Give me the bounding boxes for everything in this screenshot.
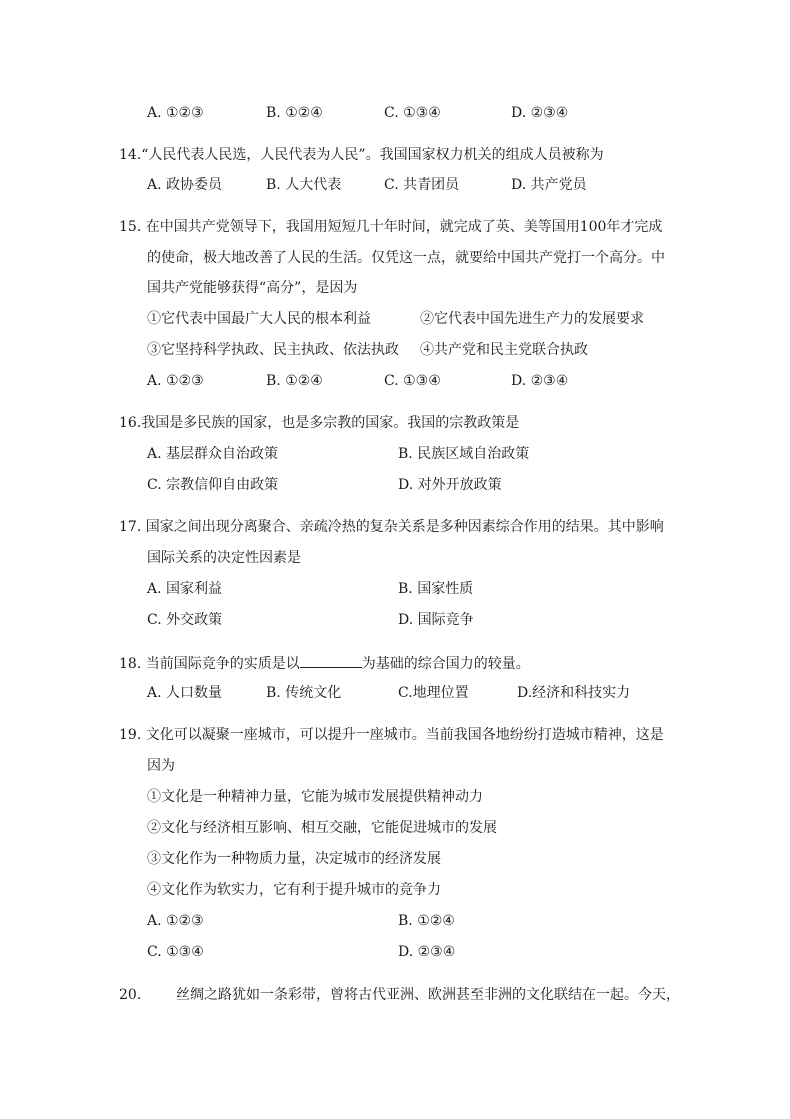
q15-statement-1: ①它代表中国最广大人民的根本利益 xyxy=(147,311,371,327)
q18-option-b: B. 传统文化 xyxy=(266,685,342,701)
q16-option-d: D. 对外开放政策 xyxy=(398,477,502,493)
q17-option-c: C. 外交政策 xyxy=(147,612,223,628)
q15-stem-line-1: 15. 在中国共产党领导下，我国用短短几十年时间，就完成了英、美等国用100年才完成 xyxy=(119,219,663,235)
q14-stem: 14.“人民代表人民选，人民代表为人民”。我国国家权力机关的组成人员被称为 xyxy=(119,147,604,163)
q18-option-c: C.地理位置 xyxy=(398,685,469,701)
q18-option-a: A. 人口数量 xyxy=(147,685,223,701)
q14-option-c: C. 共青团员 xyxy=(384,177,460,193)
q14-option-d: D. 共产党员 xyxy=(511,177,587,193)
q15-statement-4: ④共产党和民主党联合执政 xyxy=(420,342,588,358)
q15-option-c: C. ①③④ xyxy=(384,373,441,389)
q19-option-b: B. ①②④ xyxy=(398,913,455,929)
q15-option-a: A. ①②③ xyxy=(147,373,204,389)
q18-option-d: D.经济和科技实力 xyxy=(517,685,631,701)
q13-option-b: B. ①②④ xyxy=(266,105,323,121)
q14-option-a: A. 政协委员 xyxy=(147,177,223,193)
q19-stem-line-1: 19. 文化可以凝聚一座城市，可以提升一座城市。当前我国各地纷纷打造城市精神，这是 xyxy=(119,727,664,743)
q15-stem-line-3: 国共产党能够获得“高分”，是因为 xyxy=(147,280,358,296)
q18-blank xyxy=(300,653,362,668)
q19-statement-2: ②文化与经济相互影响、相互交融，它能促进城市的发展 xyxy=(147,820,497,836)
q19-option-a: A. ①②③ xyxy=(147,913,204,929)
q19-option-d: D. ②③④ xyxy=(398,944,456,960)
q13-option-a: A. ①②③ xyxy=(147,105,204,121)
q13-option-c: C. ①③④ xyxy=(384,105,441,121)
q15-statement-3: ③它坚持科学执政、民主执政、依法执政 xyxy=(147,342,399,358)
q16-option-c: C. 宗教信仰自由政策 xyxy=(147,477,279,493)
q17-option-b: B. 国家性质 xyxy=(398,581,474,597)
q18-stem xyxy=(119,653,530,673)
q16-option-b: B. 民族区域自治政策 xyxy=(398,446,530,462)
q19-statement-4: ④文化作为软实力，它有利于提升城市的竞争力 xyxy=(147,882,441,898)
q17-stem-line-2: 国际关系的决定性因素是 xyxy=(147,550,301,566)
q17-option-d: D. 国际竞争 xyxy=(398,612,474,628)
q20-stem: 丝绸之路犹如一条彩带，曾将古代亚洲、欧洲甚至非洲的文化联结在一起。今天， xyxy=(176,987,680,1003)
q16-stem: 16.我国是多民族的国家，也是多宗教的国家。我国的宗教政策是 xyxy=(119,415,520,431)
q15-stem-line-2: 的使命，极大地改善了人民的生活。仅凭这一点，就要给中国共产党打一个高分。中 xyxy=(147,250,665,266)
q17-option-a: A. 国家利益 xyxy=(147,581,223,597)
q15-statement-2: ②它代表中国先进生产力的发展要求 xyxy=(420,311,644,327)
q19-statement-1: ①文化是一种精神力量，它能为城市发展提供精神动力 xyxy=(147,789,483,805)
q18-stem-after: 为基础的综合国力的较量。 xyxy=(361,656,530,672)
q19-stem-line-2: 因为 xyxy=(147,758,175,774)
q17-stem-line-1: 17. 国家之间出现分离聚合、亲疏冷热的复杂关系是多种因素综合作用的结果。其中影响 xyxy=(119,519,664,535)
q19-option-c: C. ①③④ xyxy=(147,944,204,960)
q13-option-d: D. ②③④ xyxy=(511,105,569,121)
q20-number: 20. xyxy=(119,987,142,1003)
q19-statement-3: ③文化作为一种物质力量，决定城市的经济发展 xyxy=(147,851,441,867)
q16-option-a: A. 基层群众自治政策 xyxy=(147,446,279,462)
q14-option-b: B. 人大代表 xyxy=(266,177,342,193)
q15-option-b: B. ①②④ xyxy=(266,373,323,389)
q15-option-d: D. ②③④ xyxy=(511,373,569,389)
q18-stem-before: 18. 当前国际竞争的实质是以 xyxy=(119,656,300,672)
